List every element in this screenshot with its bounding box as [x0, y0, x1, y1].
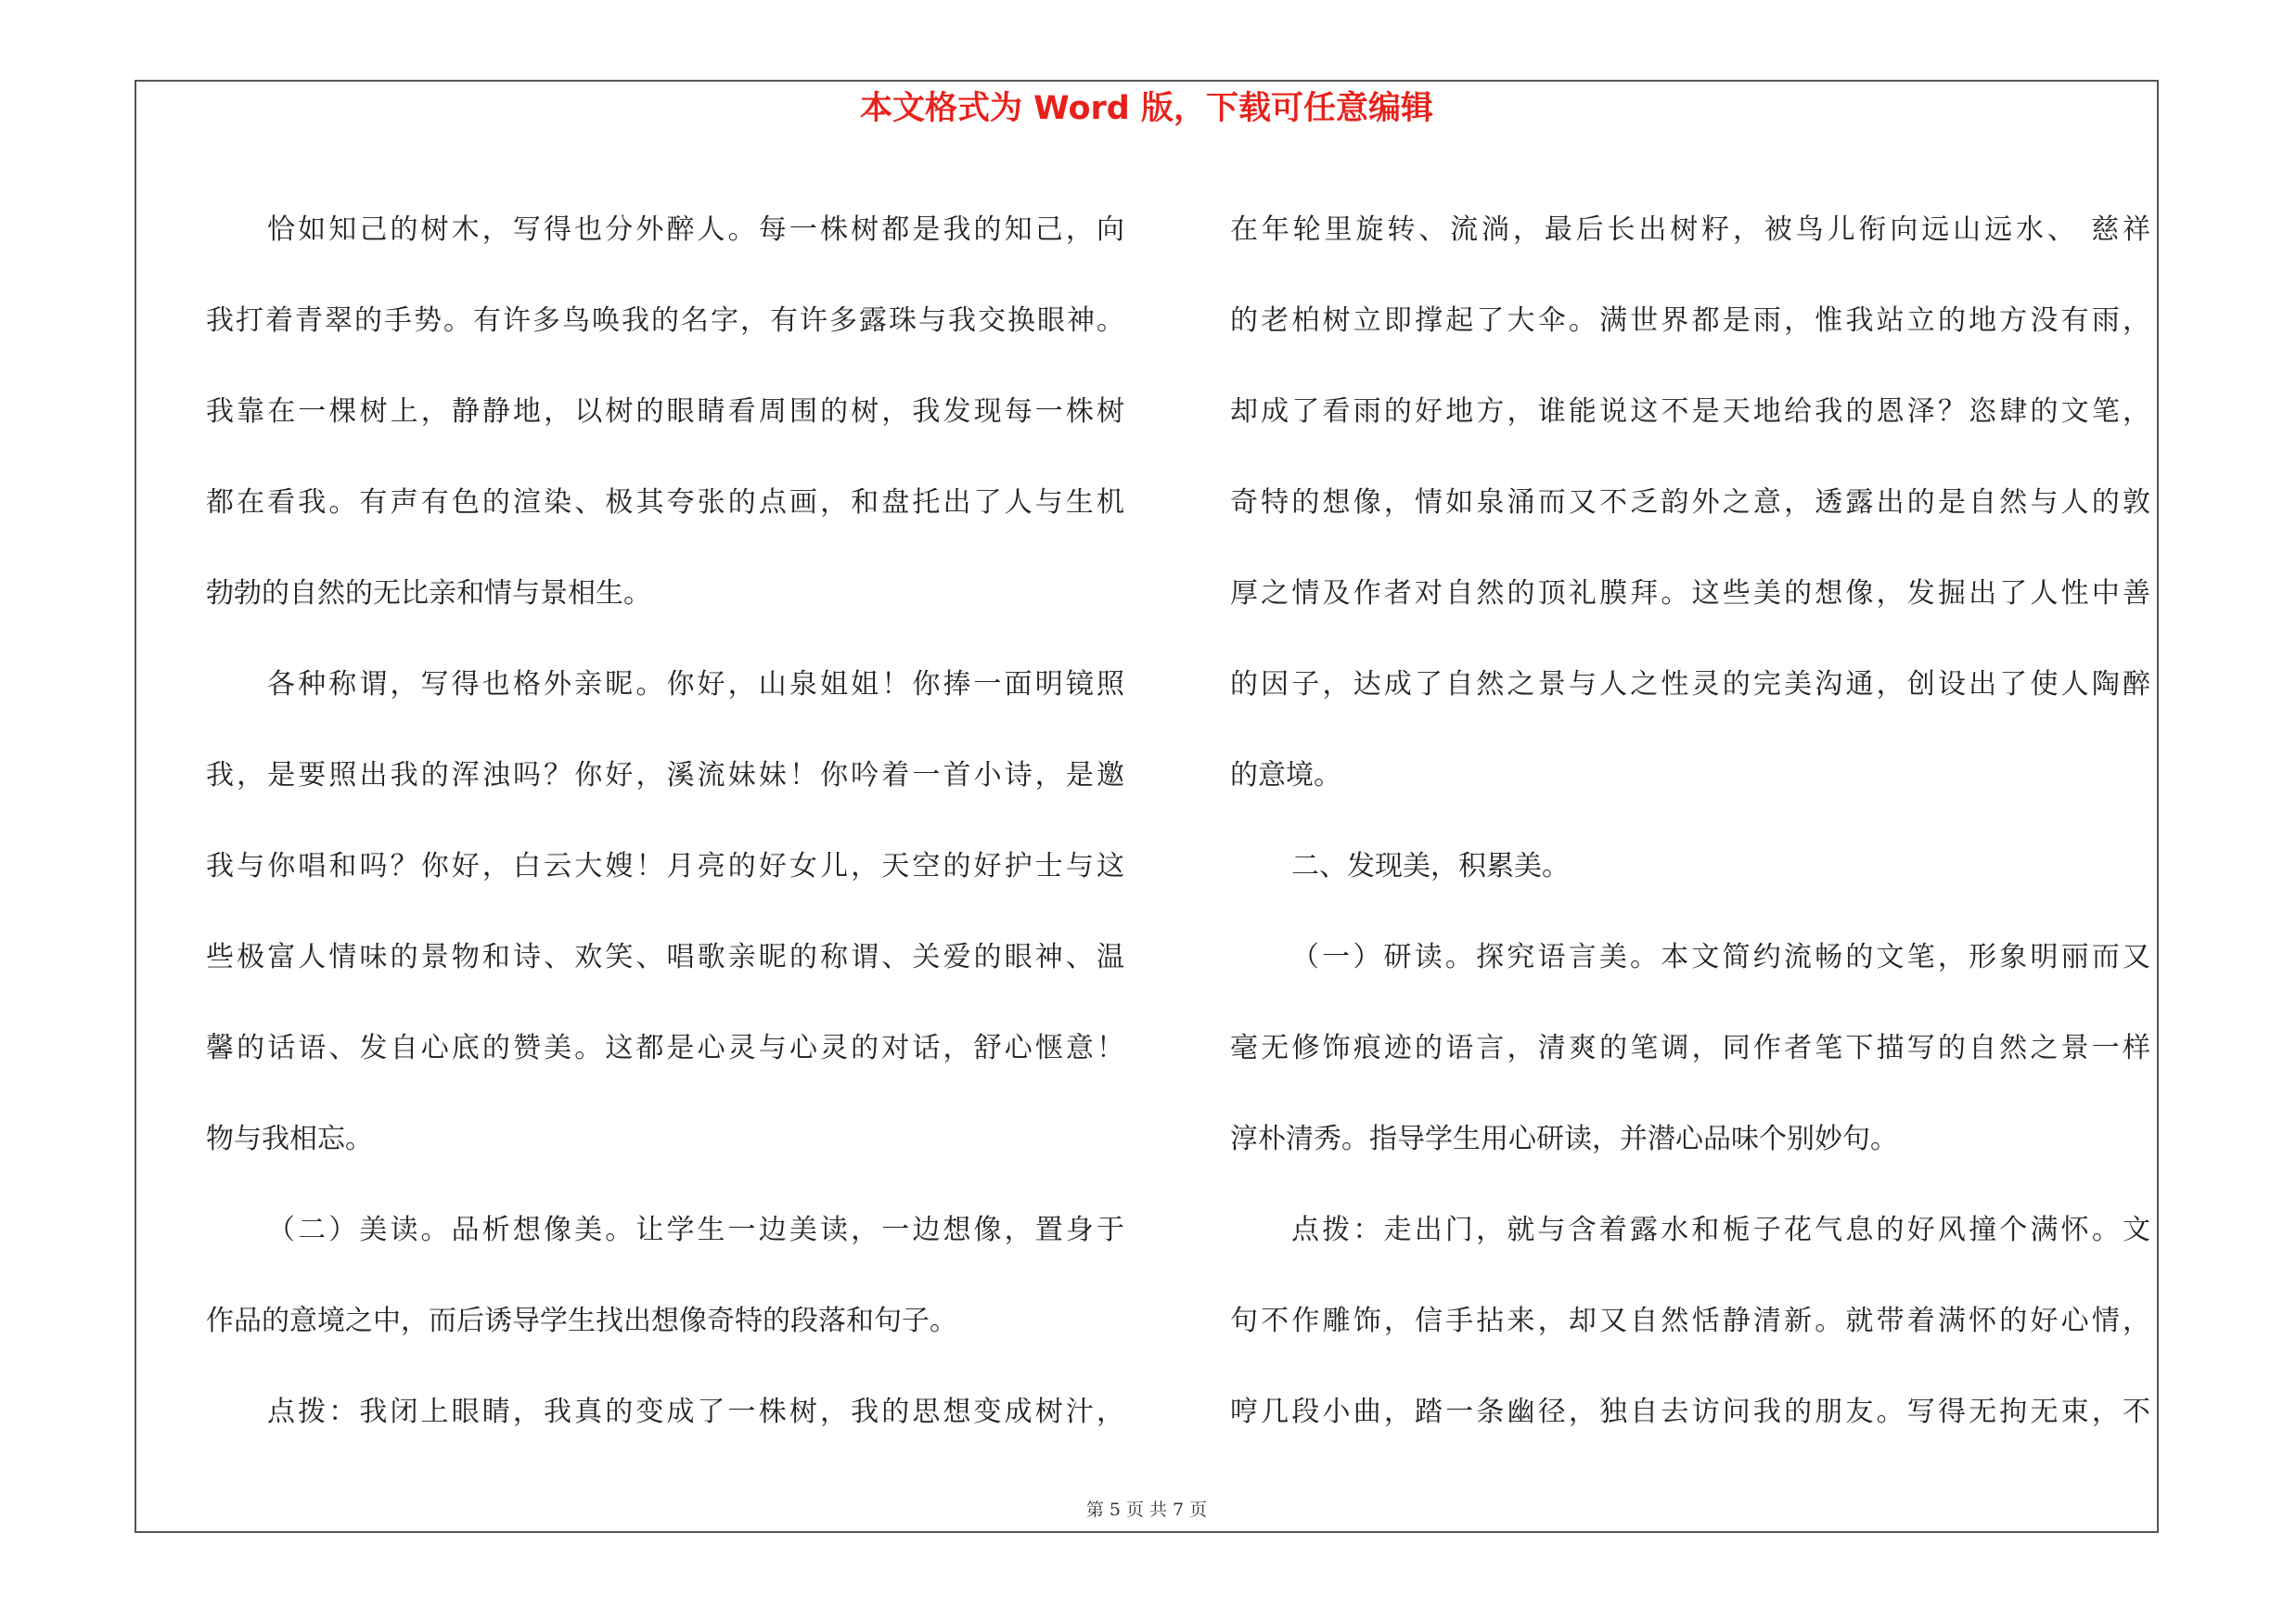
page-number-footer: 第 5 页 共 7 页	[1085, 1500, 1208, 1520]
text-line: 毫无修饰痕迹的语言，清爽的笔调，同作者笔下描写的自然之景一样	[1230, 1032, 2150, 1064]
format-banner: 本文格式为 Word 版，下载可任意编辑	[859, 90, 1434, 127]
text-line: （一）研读。探究语言美。本文简约流畅的文笔，形象明丽而又	[1291, 941, 2150, 973]
text-line: 物与我相忘。	[206, 1123, 373, 1155]
text-line: 的因子，达成了自然之景与人之性灵的完美沟通，创设出了使人陶醉	[1230, 668, 2150, 701]
text-line: 却成了看雨的好地方，谁能说这不是天地给我的恩泽？恣肆的文笔，	[1230, 395, 2150, 428]
text-line: 点拨：走出门，就与含着露水和栀子花气息的好风撞个满怀。文	[1291, 1214, 2150, 1246]
text-line: 都在看我。有声有色的渲染、极其夸张的点画，和盘托出了人与生机	[206, 486, 1124, 519]
text-line: 在年轮里旋转、流淌，最后长出树籽，被鸟儿衔向远山远水、 慈祥	[1230, 213, 2150, 246]
text-line: 作品的意境之中，而后诱导学生找出想像奇特的段落和句子。	[206, 1305, 957, 1337]
text-line: （二）美读。品析想像美。让学生一边美读，一边想像，置身于	[267, 1214, 1124, 1246]
right-column	[1230, 185, 2150, 1458]
text-line: 二、发现美，积累美。	[1291, 850, 1570, 882]
text-line: 厚之情及作者对自然的顶礼膜拜。这些美的想像，发掘出了人性中善	[1230, 577, 2150, 610]
text-line: 哼几段小曲，踏一条幽径，独自去访问我的朋友。写得无拘无束，不	[1230, 1396, 2150, 1428]
text-line: 我靠在一棵树上，静静地，以树的眼睛看周围的树，我发现每一株树	[206, 395, 1124, 428]
text-line: 些极富人情味的景物和诗、欢笑、唱歌亲昵的称谓、关爱的眼神、温	[206, 941, 1124, 973]
text-line: 的老柏树立即撑起了大伞。满世界都是雨，惟我站立的地方没有雨，	[1230, 304, 2150, 337]
text-line: 的意境。	[1230, 759, 1341, 792]
text-line: 我，是要照出我的浑浊吗？你好，溪流妹妹！你吟着一首小诗，是邀	[206, 759, 1124, 792]
text-line: 奇特的想像，情如泉涌而又不乏韵外之意，透露出的是自然与人的敦	[1230, 486, 2150, 519]
text-line: 各种称谓，写得也格外亲昵。你好，山泉姐姐！你捧一面明镜照	[267, 668, 1124, 701]
text-line: 我与你唱和吗？你好，白云大嫂！月亮的好女儿，天空的好护士与这	[206, 850, 1124, 882]
left-column	[206, 185, 1124, 1458]
text-line: 句不作雕饰，信手拈来，却又自然恬静清新。就带着满怀的好心情，	[1230, 1305, 2150, 1337]
text-line: 馨的话语、发自心底的赞美。这都是心灵与心灵的对话，舒心惬意！	[206, 1032, 1124, 1064]
text-line: 我打着青翠的手势。有许多鸟唤我的名字，有许多露珠与我交换眼神。	[206, 304, 1124, 337]
text-line: 淳朴清秀。指导学生用心研读，并潜心品味个别妙句。	[1230, 1123, 1898, 1155]
text-line: 恰如知己的树木，写得也分外醉人。每一株树都是我的知己，向	[267, 213, 1124, 246]
text-line: 勃勃的自然的无比亲和情与景相生。	[206, 577, 651, 610]
text-line: 点拨：我闭上眼睛，我真的变成了一株树，我的思想变成树汁，	[267, 1396, 1124, 1428]
